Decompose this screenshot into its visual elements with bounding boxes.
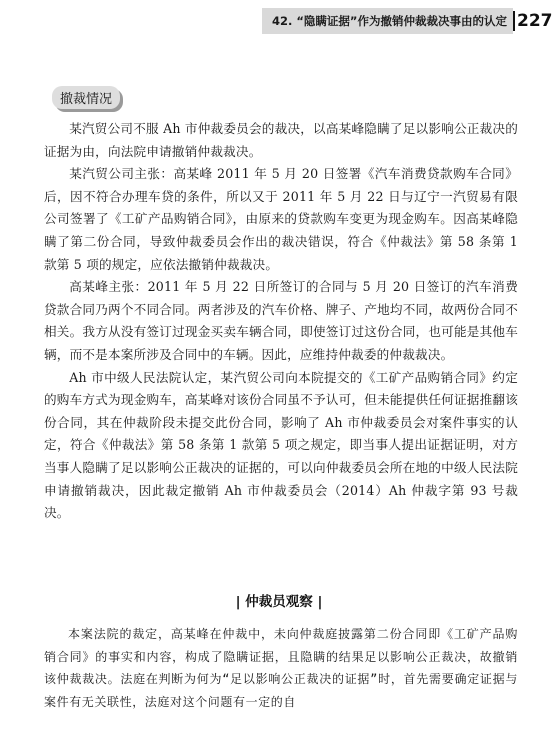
header-title: 42. “隐瞒证据”作为撤销仲裁裁决事由的认定 bbox=[272, 14, 507, 28]
paragraph: 某汽贸公司主张：高某峰 2011 年 5 月 20 日签署《汽车消费贷款购车合同》后，因不符合办理车贷的条件，所以又于 2011 年 5 月 22 日与辽宁一汽贸易有限公司签署了《工矿产品购销合同》，由原来的贷款购车变更为现金购车。因高某峰隐瞒了第二份合同，导致仲裁委员会作出的裁决错误，符合《仲裁法》第 58 条第 1 款第 5 项的规定，应依法撤销仲裁裁决。 bbox=[44, 166, 518, 272]
page-number: 227 bbox=[517, 11, 553, 31]
paragraph: 本案法院的裁定，高某峰在仲裁中，未向仲裁庭披露第二份合同即《工矿产品购销合同》的事实和内容，构成了隐瞒证据，且隐瞒的结果足以影响公正裁决，故撤销该仲裁裁决。法庭在判断为何为“足以影响公正裁决的证据”时，首先需要确定证据与案件有无关联性，法庭对这个问题有一定的自 bbox=[44, 627, 518, 709]
header-divider bbox=[513, 11, 515, 31]
observer-body bbox=[44, 623, 518, 713]
section-label-box bbox=[52, 86, 120, 109]
paragraph: Ah 市中级人民法院认定，某汽贸公司向本院提交的《工矿产品购销合同》约定的购车方式为现金购车，高某峰对该份合同虽不予认可，但未能提供任何证据推翻该份合同，其在仲裁阶段未提交此份合同，影响了 Ah 市仲裁委员会对案件事实的认定，符合《仲裁法》第 58 条第 1 款第 5 项之规定，即当事人提出证据证明，对方当事人隐瞒了足以影响公正裁决的证据的，可以向仲裁委员会所在地的中级人民法院申请撤销裁决，因此裁定撤销 Ah 市仲裁委员会（2014）Ah 仲裁字第 93 号裁决。 bbox=[44, 369, 518, 521]
header-title-bar bbox=[262, 8, 513, 34]
section-label: 撤裁情况 bbox=[52, 86, 120, 109]
case-body bbox=[44, 118, 518, 525]
paragraph: 某汽贸公司不服 Ah 市仲裁委员会的裁决，以高某峰隐瞒了足以影响公正裁决的证据为由，向法院申请撤销仲裁裁决。 bbox=[44, 121, 518, 159]
page-header bbox=[0, 8, 558, 34]
paragraph: 高某峰主张：2011 年 5 月 22 日所签订的合同与 5 月 20 日签订的汽车消费贷款合同乃两个不同合同。两者涉及的汽车价格、牌子、产地均不同，故两份合同不相关。我方从没有签订过现金买卖车辆合同，即使签订过这份合同，也可能是其他车辆，而不是本案所涉及合同中的车辆。因此，应维持仲裁委的仲裁裁决。 bbox=[44, 279, 518, 362]
observer-section-title: | 仲裁员观察 | bbox=[235, 594, 323, 610]
